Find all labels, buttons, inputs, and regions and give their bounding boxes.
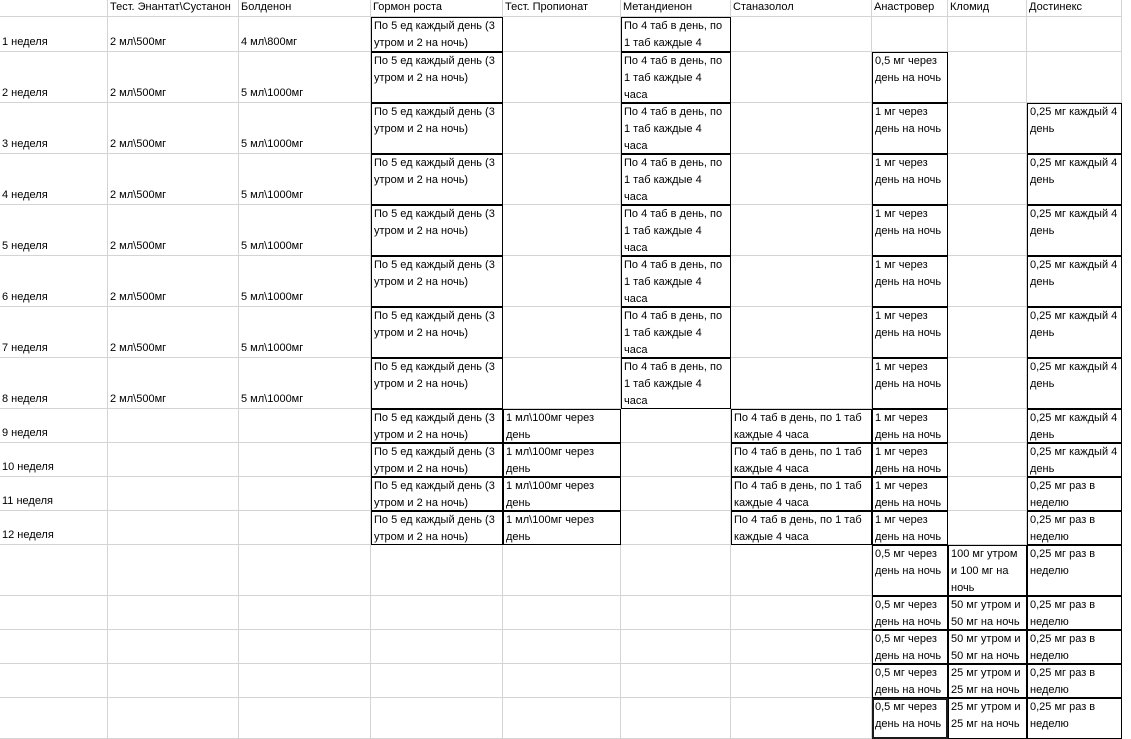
table-cell[interactable] — [621, 477, 731, 511]
table-cell[interactable] — [731, 256, 872, 307]
table-cell[interactable]: 100 мг утром и 100 мг на ночь — [948, 545, 1027, 596]
table-cell[interactable]: 5 мл\1000мг — [239, 103, 371, 154]
table-cell[interactable]: 0,25 мг раз в неделю — [1027, 630, 1122, 664]
table-cell[interactable] — [621, 511, 731, 545]
table-cell[interactable] — [371, 664, 503, 698]
table-cell[interactable]: 5 мл\1000мг — [239, 154, 371, 205]
table-cell[interactable] — [948, 17, 1027, 52]
table-cell[interactable] — [621, 630, 731, 664]
table-cell[interactable]: По 4 таб в день, по 1 таб каждые 4 часа — [731, 511, 872, 545]
table-cell[interactable] — [371, 630, 503, 664]
table-cell[interactable]: 0,25 мг каждый 4 день — [1027, 358, 1122, 409]
table-cell[interactable]: 2 мл\500мг — [108, 307, 239, 358]
table-cell[interactable] — [621, 443, 731, 477]
table-cell[interactable]: По 5 ед каждый день (3 утром и 2 на ночь) — [371, 103, 503, 154]
row-label-cell[interactable] — [0, 596, 108, 630]
table-cell[interactable]: 1 мг через день на ночь — [872, 443, 948, 477]
table-cell[interactable]: По 5 ед каждый день (3 утром и 2 на ночь) — [371, 256, 503, 307]
row-label-cell[interactable]: 11 неделя — [0, 477, 108, 511]
table-cell[interactable]: 1 мг через день на ночь — [872, 511, 948, 545]
table-cell[interactable]: 0,5 мг через день на ночь — [872, 630, 948, 664]
table-cell[interactable]: 2 мл\500мг — [108, 256, 239, 307]
table-cell[interactable]: 1 мг через день на ночь — [872, 477, 948, 511]
table-cell[interactable]: По 4 таб в день, по 1 таб каждые 4 часа — [621, 52, 731, 103]
table-cell[interactable]: 0,25 мг каждый 4 день — [1027, 103, 1122, 154]
table-cell[interactable]: 0,5 мг через день на ночь — [872, 698, 948, 739]
table-cell[interactable] — [621, 545, 731, 596]
row-label-cell[interactable] — [0, 664, 108, 698]
row-label-cell[interactable]: 10 неделя — [0, 443, 108, 477]
table-cell[interactable] — [503, 596, 621, 630]
column-header[interactable]: Болденон — [239, 0, 371, 17]
table-cell[interactable] — [731, 545, 872, 596]
column-header[interactable]: Гормон роста — [371, 0, 503, 17]
table-cell[interactable]: 0,5 мг через день на ночь — [872, 664, 948, 698]
table-cell[interactable]: 0,5 мг через день на ночь — [872, 545, 948, 596]
table-cell[interactable] — [948, 52, 1027, 103]
table-cell[interactable] — [731, 630, 872, 664]
table-cell[interactable]: По 4 таб в день, по 1 таб каждые 4 — [621, 17, 731, 52]
table-cell[interactable] — [503, 358, 621, 409]
table-cell[interactable]: По 4 таб в день, по 1 таб каждые 4 часа — [621, 154, 731, 205]
table-cell[interactable] — [731, 17, 872, 52]
table-cell[interactable]: По 4 таб в день, по 1 таб каждые 4 часа — [621, 256, 731, 307]
column-header[interactable]: Достинекс — [1027, 0, 1122, 17]
table-cell[interactable]: По 4 таб в день, по 1 таб каждые 4 часа — [731, 409, 872, 443]
table-cell[interactable] — [108, 443, 239, 477]
row-label-cell[interactable] — [0, 545, 108, 596]
table-cell[interactable]: 1 мг через день на ночь — [872, 358, 948, 409]
table-cell[interactable] — [731, 307, 872, 358]
table-cell[interactable]: 0,25 мг каждый 4 день — [1027, 256, 1122, 307]
row-label-cell[interactable]: 5 неделя — [0, 205, 108, 256]
table-cell[interactable] — [621, 596, 731, 630]
table-cell[interactable] — [239, 698, 371, 739]
table-cell[interactable] — [948, 409, 1027, 443]
table-cell[interactable] — [503, 664, 621, 698]
table-cell[interactable] — [731, 154, 872, 205]
table-cell[interactable]: 0,25 мг каждый 4 день — [1027, 443, 1122, 477]
table-cell[interactable] — [239, 511, 371, 545]
table-cell[interactable]: 1 мг через день на ночь — [872, 409, 948, 443]
column-header[interactable]: Анастровер — [872, 0, 948, 17]
row-label-cell[interactable]: 3 неделя — [0, 103, 108, 154]
table-cell[interactable]: 5 мл\1000мг — [239, 205, 371, 256]
table-cell[interactable]: По 5 ед каждый день (3 утром и 2 на ночь) — [371, 409, 503, 443]
table-cell[interactable]: 5 мл\1000мг — [239, 358, 371, 409]
table-cell[interactable] — [503, 52, 621, 103]
table-cell[interactable]: 0,25 мг каждый 4 день — [1027, 307, 1122, 358]
table-cell[interactable] — [731, 103, 872, 154]
table-cell[interactable]: По 4 таб в день, по 1 таб каждые 4 часа — [731, 477, 872, 511]
column-header[interactable] — [0, 0, 108, 17]
column-header[interactable]: Станазолол — [731, 0, 872, 17]
table-cell[interactable]: 1 мг через день на ночь — [872, 307, 948, 358]
table-cell[interactable] — [371, 698, 503, 739]
table-cell[interactable]: 25 мг утром и 25 мг на ночь — [948, 664, 1027, 698]
table-cell[interactable]: По 5 ед каждый день (3 утром и 2 на ночь) — [371, 307, 503, 358]
table-cell[interactable]: По 4 таб в день, по 1 таб каждые 4 часа — [621, 205, 731, 256]
table-cell[interactable] — [621, 664, 731, 698]
row-label-cell[interactable]: 7 неделя — [0, 307, 108, 358]
table-cell[interactable] — [503, 154, 621, 205]
table-cell[interactable]: 0,25 мг каждый 4 день — [1027, 409, 1122, 443]
table-cell[interactable]: 0,5 мг через день на ночь — [872, 596, 948, 630]
table-cell[interactable]: 0,25 мг раз в неделю — [1027, 698, 1122, 739]
table-cell[interactable]: По 4 таб в день, по 1 таб каждые 4 часа — [621, 358, 731, 409]
table-cell[interactable] — [503, 545, 621, 596]
row-label-cell[interactable]: 4 неделя — [0, 154, 108, 205]
row-label-cell[interactable]: 1 неделя — [0, 17, 108, 52]
table-cell[interactable]: 1 мг через день на ночь — [872, 256, 948, 307]
column-header[interactable]: Тест. Пропионат — [503, 0, 621, 17]
table-cell[interactable] — [239, 443, 371, 477]
table-cell[interactable]: 5 мл\1000мг — [239, 307, 371, 358]
table-cell[interactable] — [108, 511, 239, 545]
table-cell[interactable]: 2 мл\500мг — [108, 103, 239, 154]
table-cell[interactable] — [239, 477, 371, 511]
table-cell[interactable]: 0,25 мг раз в неделю — [1027, 511, 1122, 545]
row-label-cell[interactable]: 2 неделя — [0, 52, 108, 103]
table-cell[interactable]: По 5 ед каждый день (3 утром и 2 на ночь) — [371, 477, 503, 511]
row-label-cell[interactable]: 8 неделя — [0, 358, 108, 409]
table-cell[interactable] — [731, 698, 872, 739]
table-cell[interactable] — [731, 596, 872, 630]
table-cell[interactable]: 1 мл\100мг через день — [503, 477, 621, 511]
column-header[interactable]: Кломид — [948, 0, 1027, 17]
table-cell[interactable] — [948, 307, 1027, 358]
table-cell[interactable]: 0,25 мг раз в неделю — [1027, 664, 1122, 698]
table-cell[interactable] — [731, 52, 872, 103]
table-cell[interactable]: По 5 ед каждый день (3 утром и 2 на ночь) — [371, 154, 503, 205]
table-cell[interactable] — [239, 630, 371, 664]
table-cell[interactable]: По 5 ед каждый день (3 утром и 2 на ночь) — [371, 17, 503, 52]
table-cell[interactable] — [108, 698, 239, 739]
table-cell[interactable] — [108, 596, 239, 630]
table-cell[interactable] — [239, 664, 371, 698]
table-cell[interactable]: 0,25 мг раз в неделю — [1027, 477, 1122, 511]
table-cell[interactable] — [108, 409, 239, 443]
table-cell[interactable] — [108, 477, 239, 511]
table-cell[interactable]: 1 мл\100мг через день — [503, 409, 621, 443]
table-cell[interactable]: По 4 таб в день, по 1 таб каждые 4 часа — [621, 307, 731, 358]
table-cell[interactable] — [621, 698, 731, 739]
table-cell[interactable]: 0,25 мг раз в неделю — [1027, 596, 1122, 630]
table-cell[interactable] — [948, 511, 1027, 545]
table-cell[interactable] — [1027, 17, 1122, 52]
table-cell[interactable]: 2 мл\500мг — [108, 17, 239, 52]
table-cell[interactable] — [503, 205, 621, 256]
table-cell[interactable] — [1027, 52, 1122, 103]
table-cell[interactable]: 2 мл\500мг — [108, 52, 239, 103]
table-cell[interactable]: 2 мл\500мг — [108, 205, 239, 256]
table-cell[interactable] — [872, 17, 948, 52]
table-cell[interactable] — [731, 664, 872, 698]
table-cell[interactable]: 1 мг через день на ночь — [872, 103, 948, 154]
table-cell[interactable]: По 5 ед каждый день (3 утром и 2 на ночь) — [371, 52, 503, 103]
row-label-cell[interactable] — [0, 630, 108, 664]
table-cell[interactable] — [948, 205, 1027, 256]
table-cell[interactable]: 0,25 мг раз в неделю — [1027, 545, 1122, 596]
table-cell[interactable] — [731, 205, 872, 256]
table-cell[interactable]: По 5 ед каждый день (3 утром и 2 на ночь) — [371, 511, 503, 545]
table-cell[interactable] — [503, 630, 621, 664]
table-cell[interactable] — [503, 698, 621, 739]
table-cell[interactable] — [948, 477, 1027, 511]
table-cell[interactable]: 2 мл\500мг — [108, 154, 239, 205]
table-cell[interactable]: 1 мг через день на ночь — [872, 154, 948, 205]
row-label-cell[interactable]: 12 неделя — [0, 511, 108, 545]
table-cell[interactable]: 5 мл\1000мг — [239, 256, 371, 307]
column-header[interactable]: Метандиенон — [621, 0, 731, 17]
table-cell[interactable]: 1 мл\100мг через день — [503, 511, 621, 545]
table-cell[interactable] — [239, 596, 371, 630]
table-cell[interactable] — [948, 256, 1027, 307]
table-cell[interactable]: По 5 ед каждый день (3 утром и 2 на ночь) — [371, 358, 503, 409]
table-cell[interactable] — [108, 630, 239, 664]
table-cell[interactable] — [371, 596, 503, 630]
row-label-cell[interactable]: 9 неделя — [0, 409, 108, 443]
table-cell[interactable]: 4 мл\800мг — [239, 17, 371, 52]
table-cell[interactable] — [503, 17, 621, 52]
table-cell[interactable]: 0,25 мг каждый 4 день — [1027, 205, 1122, 256]
table-cell[interactable]: 1 мл\100мг через день — [503, 443, 621, 477]
table-cell[interactable]: По 5 ед каждый день (3 утром и 2 на ночь) — [371, 205, 503, 256]
table-cell[interactable] — [503, 307, 621, 358]
table-cell[interactable] — [948, 443, 1027, 477]
table-cell[interactable] — [948, 154, 1027, 205]
table-cell[interactable] — [948, 103, 1027, 154]
table-cell[interactable]: 25 мг утром и 25 мг на ночь — [948, 698, 1027, 739]
table-cell[interactable]: 5 мл\1000мг — [239, 52, 371, 103]
table-cell[interactable]: 0,5 мг через день на ночь — [872, 52, 948, 103]
table-cell[interactable] — [371, 545, 503, 596]
table-cell[interactable] — [621, 409, 731, 443]
table-cell[interactable]: 2 мл\500мг — [108, 358, 239, 409]
row-label-cell[interactable] — [0, 698, 108, 739]
table-cell[interactable] — [239, 545, 371, 596]
row-label-cell[interactable]: 6 неделя — [0, 256, 108, 307]
column-header[interactable]: Тест. Энантат\Сустанон — [108, 0, 239, 17]
table-cell[interactable] — [731, 358, 872, 409]
table-cell[interactable]: По 4 таб в день, по 1 таб каждые 4 часа — [731, 443, 872, 477]
table-cell[interactable]: По 5 ед каждый день (3 утром и 2 на ночь) — [371, 443, 503, 477]
table-cell[interactable]: 0,25 мг каждый 4 день — [1027, 154, 1122, 205]
table-cell[interactable] — [503, 103, 621, 154]
table-cell[interactable] — [239, 409, 371, 443]
table-cell[interactable] — [503, 256, 621, 307]
table-cell[interactable] — [108, 664, 239, 698]
table-cell[interactable]: 1 мг через день на ночь — [872, 205, 948, 256]
table-cell[interactable]: 50 мг утром и 50 мг на ночь — [948, 630, 1027, 664]
table-cell[interactable] — [948, 358, 1027, 409]
table-cell[interactable]: По 4 таб в день, по 1 таб каждые 4 часа — [621, 103, 731, 154]
table-cell[interactable] — [108, 545, 239, 596]
table-cell[interactable]: 50 мг утром и 50 мг на ночь — [948, 596, 1027, 630]
